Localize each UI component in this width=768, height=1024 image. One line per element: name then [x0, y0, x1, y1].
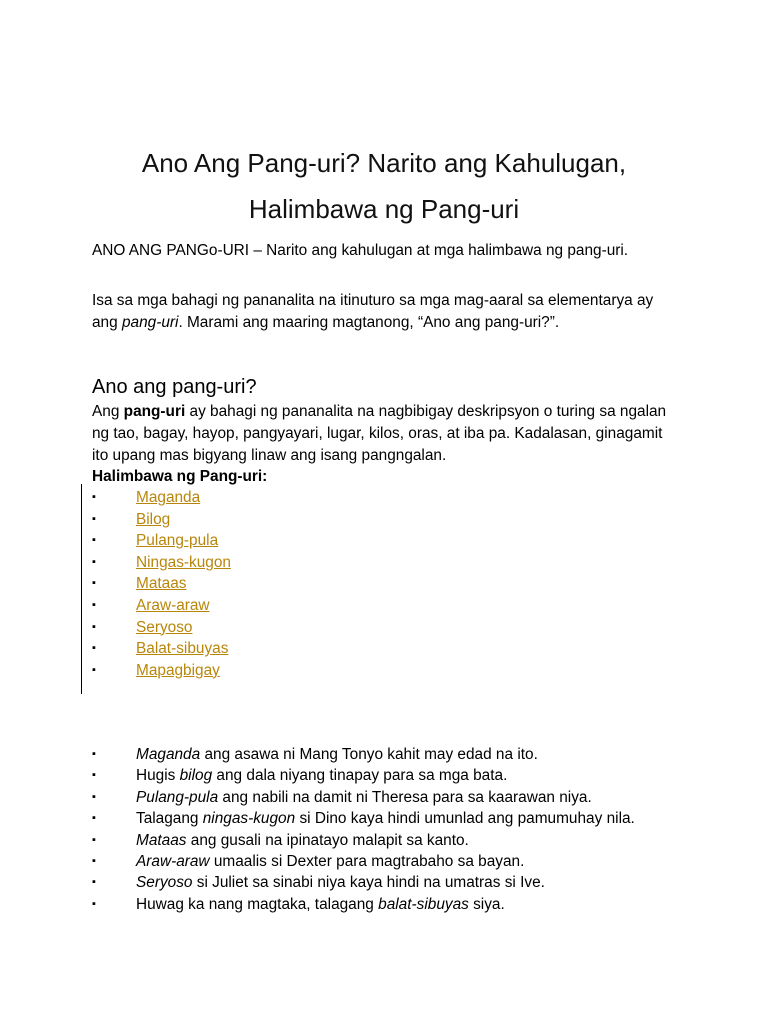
list-item — [92, 894, 635, 915]
link-araw-araw[interactable]: Araw-araw — [136, 596, 210, 614]
bullet-icon: ▪ — [92, 642, 96, 655]
link-bilog[interactable]: Bilog — [136, 510, 171, 528]
sentence-adjective: Mataas — [136, 831, 187, 849]
definition-paragraph — [92, 401, 682, 467]
definition-bold: pang-uri — [123, 403, 186, 420]
link-mataas[interactable]: Mataas — [136, 575, 187, 593]
sentence-post: ang nabili na damit ni Theresa para sa kaarawan niya. — [218, 788, 592, 806]
sentence-post: ang gusali na ipinatayo malapit sa kanto. — [186, 831, 469, 849]
list-item — [92, 830, 635, 851]
sentence-adjective: Seryoso — [136, 874, 193, 892]
page-title-line-2: Halimbawa ng Pang-uri — [248, 194, 520, 224]
bullet-icon: ▪ — [92, 620, 96, 633]
example-link-list — [92, 487, 231, 681]
sentence-pre: Huwag ka nang magtaka, talagang — [136, 895, 379, 913]
sentence-adjective: balat-sibuyas — [378, 895, 469, 913]
sentence-post: siya. — [468, 895, 505, 913]
sentence-post: si Juliet sa sinabi niya kaya hindi na umatras si Ive. — [192, 874, 545, 892]
page-title-line-1: Ano Ang Pang-uri? Narito ang Kahulugan, — [141, 148, 627, 178]
definition-text-a: Ang — [92, 403, 124, 420]
sentence-post: ang asawa ni Mang Tonyo kahit may edad na ito. — [200, 746, 538, 763]
sentence-adjective: Pulang-pula — [136, 788, 219, 806]
intro-text-a: Isa sa mga bahagi ng pananalita na itinuturo sa mga mag-aaral sa elementarya ay ang — [92, 292, 654, 331]
bullet-icon: ▪ — [92, 833, 96, 846]
bullet-icon: ▪ — [92, 512, 96, 525]
sentence-pre: Hugis — [136, 767, 180, 785]
list-item — [92, 808, 635, 829]
list-item — [92, 765, 635, 786]
list-item — [92, 851, 635, 872]
list-item — [92, 617, 231, 639]
bullet-icon: ▪ — [92, 491, 96, 503]
section-heading: Ano ang pang-uri? — [92, 376, 257, 398]
bullet-icon: ▪ — [92, 598, 96, 611]
bullet-icon: ▪ — [92, 897, 96, 910]
list-item — [92, 787, 635, 808]
list-item — [92, 573, 231, 595]
link-mapagbigay[interactable]: Mapagbigay — [136, 661, 220, 679]
intro-emphasis: pang-uri — [121, 314, 179, 331]
list-item — [92, 595, 231, 617]
bullet-icon: ▪ — [92, 812, 96, 825]
bullet-icon: ▪ — [92, 854, 96, 867]
bullet-icon: ▪ — [92, 876, 96, 889]
examples-heading: Halimbawa ng Pang-uri: — [92, 468, 268, 485]
list-item — [92, 552, 231, 574]
list-item — [92, 509, 231, 531]
bullet-icon: ▪ — [92, 555, 96, 568]
sentence-adjective: bilog — [179, 767, 213, 785]
link-balat-sibuyas[interactable]: Balat-sibuyas — [136, 640, 229, 658]
intro-paragraph-2 — [92, 290, 682, 334]
sentence-post: ang dala niyang tinapay para sa mga bata. — [212, 767, 508, 785]
list-item — [92, 487, 231, 509]
bullet-icon: ▪ — [92, 748, 96, 760]
list-item — [92, 530, 231, 552]
bullet-icon: ▪ — [92, 663, 96, 676]
bullet-icon: ▪ — [92, 577, 96, 590]
intro-paragraph: ANO ANG PANGo-URI – Narito ang kahulugan at mga halimbawa ng pang-uri. — [92, 242, 629, 259]
list-item — [92, 872, 635, 893]
sentence-pre: Talagang — [136, 810, 203, 828]
bullet-icon: ▪ — [92, 534, 96, 547]
intro-text-b: . Marami ang maaring magtanong, “Ano ang pang-uri?”. — [178, 314, 560, 331]
bullet-icon: ▪ — [92, 790, 96, 803]
example-sentence-list — [92, 744, 635, 915]
link-seryoso[interactable]: Seryoso — [136, 618, 193, 636]
list-item — [92, 660, 231, 682]
list-item — [92, 638, 231, 660]
sentence-adjective: Maganda — [136, 746, 201, 763]
sentence-post: umaalis si Dexter para magtrabaho sa bayan. — [209, 852, 525, 870]
bullet-icon: ▪ — [92, 769, 96, 782]
list-item — [92, 744, 635, 765]
link-maganda[interactable]: Maganda — [136, 489, 201, 506]
sentence-adjective: Araw-araw — [136, 852, 210, 870]
definition-text-b: ay bahagi ng pananalita na nagbibigay deskripsyon o turing sa ngalan ng tao, bagay, hayop, pangyayari, lugar, kilos, oras, at iba pa. Kadalasan, ginagamit ito upang mas bigyang linaw ang isang pangngalan. — [92, 403, 667, 464]
sentence-adjective: ningas-kugon — [202, 810, 296, 828]
link-pulang-pula[interactable]: Pulang-pula — [136, 532, 219, 550]
margin-rule — [81, 484, 82, 694]
sentence-post: si Dino kaya hindi umunlad ang pamumuhay nila. — [295, 810, 635, 828]
link-ningas-kugon[interactable]: Ningas-kugon — [136, 553, 231, 571]
